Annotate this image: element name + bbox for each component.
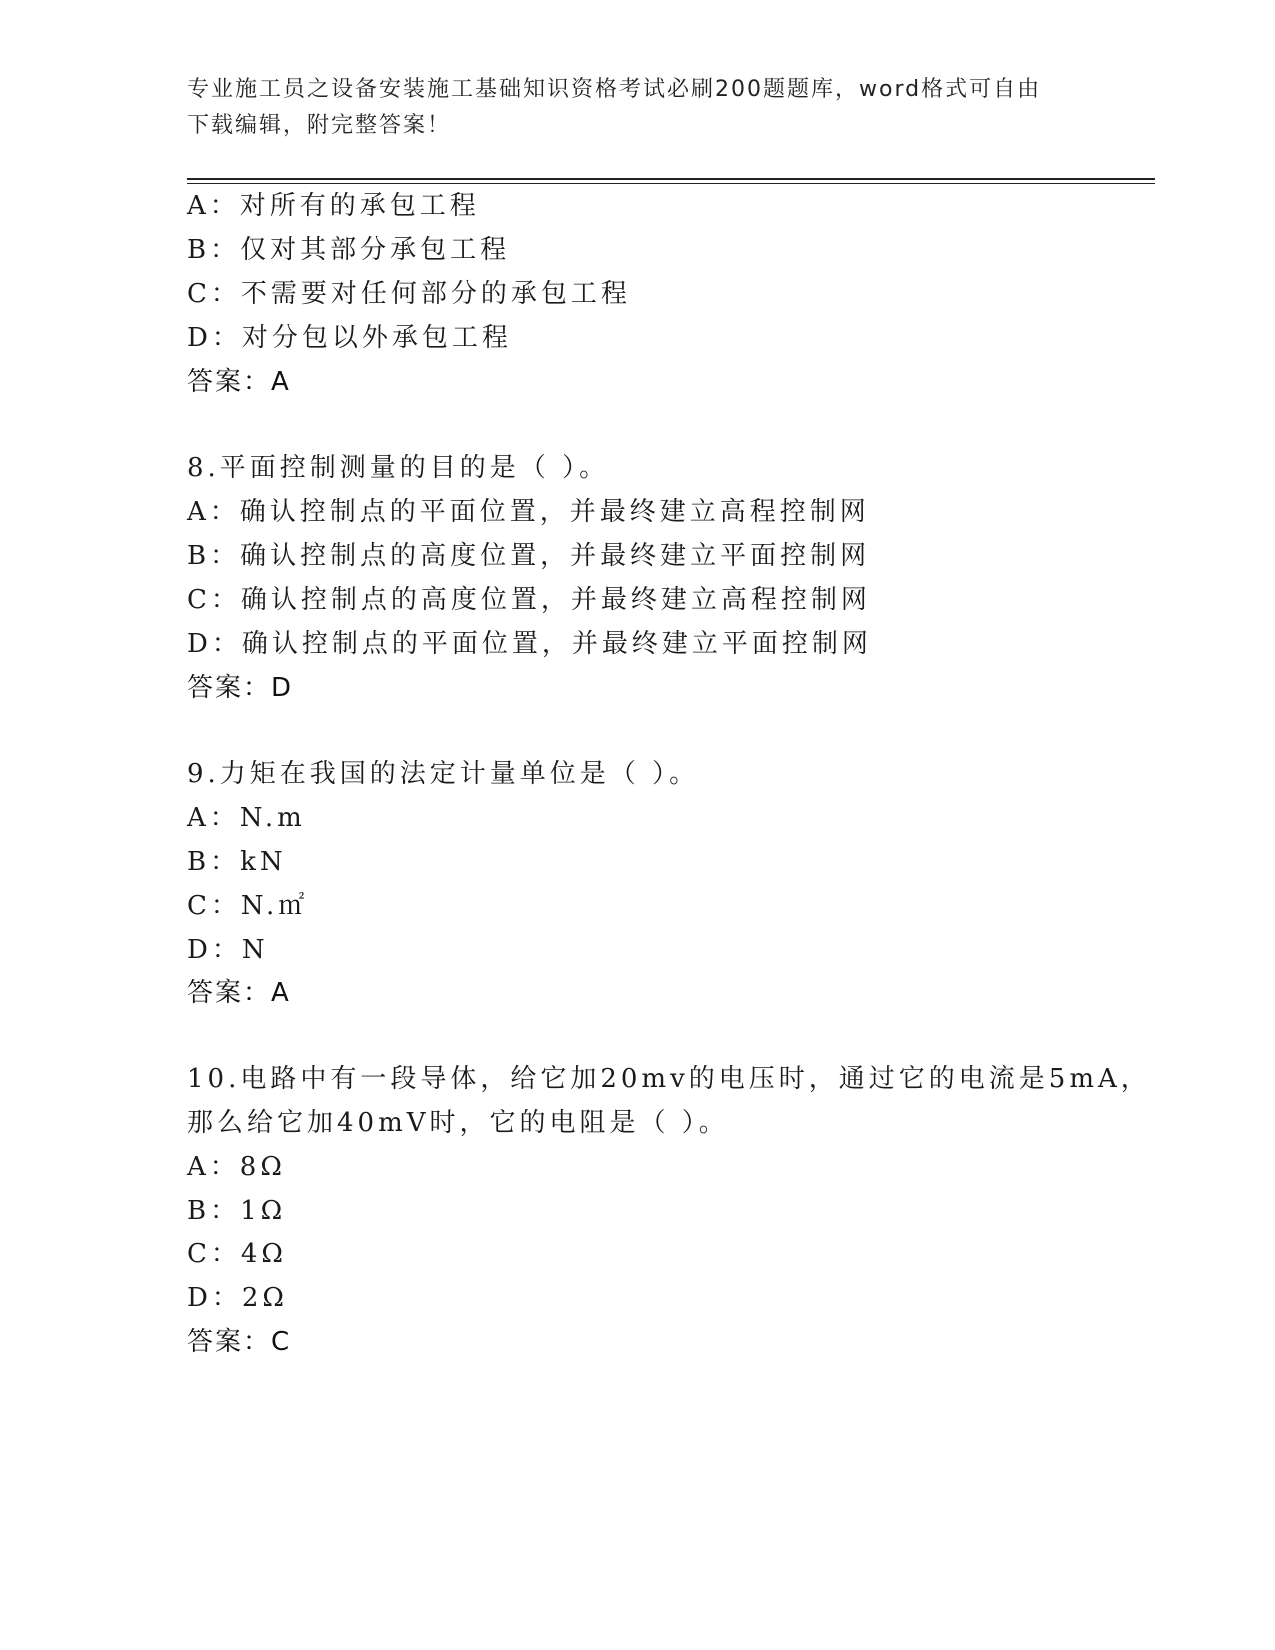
- q7-option-a: A：对所有的承包工程: [187, 191, 480, 221]
- q10-option-c: C：4Ω: [187, 1239, 287, 1269]
- q10-question-line-2: 那么给它加40mV时，它的电阻是（ ）。: [187, 1108, 729, 1138]
- q7-answer: 答案：A: [187, 367, 291, 397]
- q10-option-a: A：8Ω: [187, 1152, 286, 1182]
- q9-option-c: C：N.㎡: [187, 891, 309, 921]
- q10-answer: 答案：C: [187, 1327, 292, 1357]
- q7-option-d: D：对分包以外承包工程: [187, 323, 512, 353]
- header-divider-thin: [187, 183, 1155, 184]
- header-title-line-2: 下载编辑，附完整答案！: [187, 113, 452, 138]
- document-header: [187, 72, 1067, 144]
- header-divider-thick: [187, 178, 1155, 180]
- q9-option-a: A：N.m: [187, 803, 306, 833]
- q10-option-d: D：2Ω: [187, 1283, 288, 1313]
- q9-option-d: D：N: [187, 935, 269, 965]
- q9-answer: 答案：A: [187, 978, 291, 1008]
- q8-option-c: C：确认控制点的高度位置，并最终建立高程控制网: [187, 585, 871, 615]
- q8-question: 8.平面控制测量的目的是（ ）。: [187, 453, 610, 483]
- q8-answer: 答案：D: [187, 673, 294, 703]
- q10-question-line-1: 10.电路中有一段导体，给它加20mv的电压时，通过它的电流是5mA，: [187, 1064, 1151, 1094]
- q9-question: 9.力矩在我国的法定计量单位是（ ）。: [187, 759, 700, 789]
- q8-option-a: A：确认控制点的平面位置，并最终建立高程控制网: [187, 497, 870, 527]
- q7-option-c: C：不需要对任何部分的承包工程: [187, 279, 631, 309]
- header-title-line-1: 专业施工员之设备安装施工基础知识资格考试必刷200题题库，word格式可自由: [187, 77, 1042, 102]
- q8-option-d: D：确认控制点的平面位置，并最终建立平面控制网: [187, 629, 872, 659]
- q10-option-b: B：1Ω: [187, 1196, 287, 1226]
- q9-option-b: B：kN: [187, 847, 287, 877]
- q7-option-b: B：仅对其部分承包工程: [187, 235, 511, 265]
- q8-option-b: B：确认控制点的高度位置，并最终建立平面控制网: [187, 541, 871, 571]
